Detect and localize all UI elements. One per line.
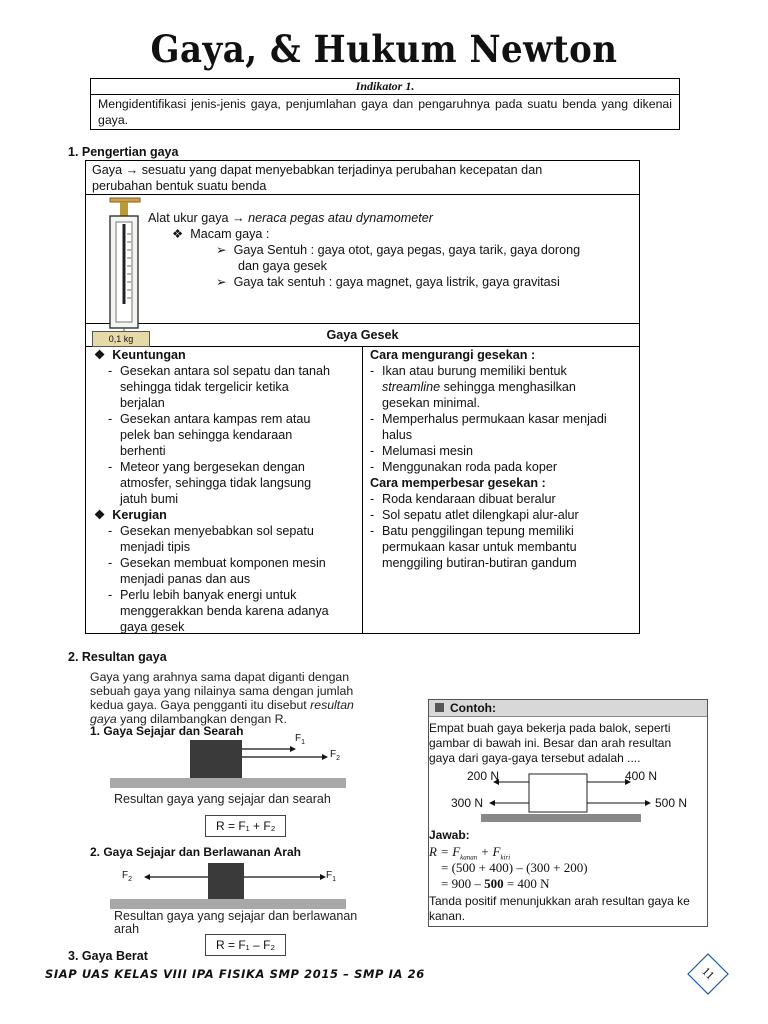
memperbesar-heading: Cara memperbesar gesekan : — [370, 476, 546, 490]
keuntungan-line: berhenti — [120, 444, 166, 458]
memperbesar-item: - Roda kendaraan dibuat beralur — [370, 492, 556, 506]
memperbesar-line: Batu penggilingan tepung memiliki — [382, 524, 574, 538]
force-300-label: 300 N — [451, 796, 484, 810]
keuntungan-item: - Meteor yang bergesekan dengan atmosfer, sehingga tidak langsung jatuh bumi — [108, 460, 312, 506]
resultan-term: resultan — [310, 698, 354, 712]
alat-ukur-row — [86, 196, 639, 324]
sub2-caption-line: Resultan gaya yang sejajar dan berlawanan — [114, 909, 358, 923]
footer-text: SIAP UAS KELAS VIII IPA FISIKA SMP 2015 – SMP IA 26 — [45, 967, 425, 981]
resultan-intro-line: sebuah gaya yang nilainya sama dengan jumlah — [90, 684, 354, 698]
f1-arrowhead — [290, 746, 296, 752]
kerugian-heading — [94, 507, 362, 523]
indikator-box — [90, 78, 680, 130]
jawab-eq-3 — [441, 876, 550, 891]
contoh-soal-line: gaya dari gaya-gaya tersebut adalah .... — [429, 751, 641, 765]
gaya-table — [85, 160, 640, 634]
contoh-box — [428, 699, 708, 927]
surface-searah — [110, 778, 346, 788]
surface-berlawanan — [110, 899, 346, 909]
f2-letter: F — [330, 749, 337, 760]
page-number: 11 — [699, 964, 718, 983]
kerugian-item: - Perlu lebih banyak energi untuk menggerakkan benda karena adanya gaya gesek — [108, 588, 329, 634]
mengurangi-item: - Ikan atau burung memiliki bentuk streamline sehingga menghasilkan gesekan minimal. — [370, 364, 576, 410]
gaya-gesek-heading — [86, 324, 639, 347]
contoh-block — [529, 774, 587, 812]
indikator-heading: Indikator 1. — [91, 79, 679, 95]
tanda-line: kanan. — [429, 909, 466, 923]
force-500-label: 500 N — [655, 796, 688, 810]
page-title: Gaya, & Hukum Newton — [150, 28, 618, 72]
berlawanan-diagram — [110, 857, 350, 913]
definition-row — [86, 161, 639, 195]
f1-letter: F — [295, 733, 302, 744]
sub2-caption-line: arah — [114, 922, 140, 936]
gaya-term: gaya — [90, 712, 117, 726]
tanda-text — [429, 894, 690, 924]
gaya-sentuh-line-1: Gaya Sentuh : gaya otot, gaya pegas, gaya tarik, gaya dorong — [233, 243, 581, 257]
kerugian-item: - Gesekan membuat komponen mesin menjadi panas dan aus — [108, 556, 326, 586]
kerugian-line: Gesekan menyebabkan sol sepatu — [120, 524, 314, 538]
force-500-arrowhead — [645, 800, 651, 806]
section-2-heading: 2. Resultan gaya — [68, 650, 167, 664]
scale-weight — [92, 331, 150, 347]
alat-ukur-prefix: Alat ukur gaya → — [148, 211, 249, 225]
keuntungan-line: sehingga tidak tergelicir ketika — [120, 380, 289, 394]
gaya-tak-sentuh — [216, 274, 560, 290]
sub2-heading: 2. Gaya Sejajar dan Berlawanan Arah — [90, 845, 301, 859]
block-searah — [190, 740, 242, 778]
resultan-intro — [90, 670, 390, 726]
diamond-bullet-icon: ❖ — [94, 508, 106, 522]
memperbesar-item: - Batu penggilingan tepung memiliki permukaan kasar untuk membantu menggiling butiran-butiran gandum — [370, 524, 577, 570]
mengurangi-line: Memperhalus permukaan kasar menjadi — [382, 412, 607, 426]
jawab-label: Jawab: — [429, 828, 470, 842]
force-200-label: 200 N — [467, 769, 500, 783]
gaya-tak-sentuh-text: Gaya tak sentuh : gaya magnet, gaya listrik, gaya gravitasi — [233, 275, 560, 289]
block-berlawanan — [208, 863, 244, 899]
f2-arrowhead-left — [144, 874, 150, 880]
mengurangi-line: Ikan atau burung memiliki bentuk — [382, 364, 567, 378]
eq3-part: = 900 – — [441, 876, 485, 891]
jawab-eq-2: = (500 + 400) – (300 + 200) — [441, 860, 588, 875]
keuntungan-line: Meteor yang bergesekan dengan — [120, 460, 305, 474]
kerugian-line: menjadi tipis — [120, 540, 190, 554]
keuntungan-heading — [94, 347, 362, 363]
mengurangi-line: gesekan minimal. — [382, 396, 480, 410]
f2-label-berlawanan — [122, 870, 132, 883]
kerugian-label: Kerugian — [112, 508, 167, 522]
f1-label-berlawanan — [326, 870, 336, 883]
diamond-bullet-icon: ❖ — [94, 348, 106, 362]
mengurangi-item: - Menggunakan roda pada koper — [370, 460, 558, 474]
mengurangi-heading: Cara mengurangi gesekan : — [370, 348, 536, 362]
gaya-sentuh — [216, 242, 580, 258]
contoh-header — [429, 700, 707, 717]
f2-arrowhead — [322, 754, 328, 760]
sub2-formula: R = F₁ – F₂ — [205, 934, 286, 956]
keuntungan-line: pelek ban sehingga kendaraan — [120, 428, 293, 442]
streamline-term: streamline — [382, 380, 441, 394]
tanda-line: Tanda positif menunjukkan arah resultan gaya ke — [429, 894, 690, 908]
eq1-text: R = F — [429, 844, 461, 859]
definition-line-1: Gaya → sesuatu yang dapat menyebabkan terjadinya perubahan kecepatan dan — [92, 163, 543, 177]
resultan-intro-text: kedua gaya. Gaya pengganti itu disebut — [90, 698, 311, 712]
mengurangi-line-rest: sehingga menghasilkan — [440, 380, 576, 394]
sub1-heading: 1. Gaya Sejajar dan Searah — [90, 724, 244, 738]
eq1-sub-kiri: kiri — [500, 853, 511, 862]
sub1-caption: Resultan gaya yang sejajar dan searah — [114, 792, 331, 806]
arrow-bullet-icon: ➢ — [216, 243, 227, 257]
section-1-heading: 1. Pengertian gaya — [68, 145, 179, 159]
eq3-bold: 500 — [484, 876, 504, 891]
contoh-soal — [429, 717, 707, 766]
contoh-soal-line: Empat buah gaya bekerja pada balok, seperti — [429, 721, 671, 735]
f2-subscript: 2 — [128, 876, 133, 883]
keuntungan-line: jatuh bumi — [120, 492, 179, 506]
keuntungan-line: berjalan — [120, 396, 165, 410]
contoh-icon — [435, 703, 444, 712]
f1-subscript: 1 — [301, 739, 306, 746]
mengurangi-item: - Memperhalus permukaan kasar menjadi halus — [370, 412, 607, 442]
force-300-arrowhead — [489, 800, 495, 806]
keuntungan-label: Keuntungan — [112, 348, 186, 362]
alat-ukur-text — [148, 210, 433, 226]
resultan-intro-line: Gaya yang arahnya sama dapat diganti dengan — [90, 670, 350, 684]
eq3-part: = 400 N — [503, 876, 550, 891]
section-3-heading: 3. Gaya Berat — [68, 949, 148, 963]
mengurangi-line: Melumasi mesin — [382, 444, 473, 458]
gesek-left-column — [86, 347, 363, 633]
keuntungan-item: - Gesekan antara kampas rem atau pelek ban sehingga kendaraan berhenti — [108, 412, 311, 458]
mengurangi-item: - Melumasi mesin — [370, 444, 473, 458]
page-number-badge — [684, 950, 732, 998]
definition-line-2: perubahan bentuk suatu benda — [92, 179, 267, 193]
macam-gaya — [172, 226, 269, 242]
memperbesar-line: menggiling butiran-butiran gandum — [382, 556, 577, 570]
keuntungan-line: Gesekan antara kampas rem atau — [120, 412, 311, 426]
keuntungan-item: - Gesekan antara sol sepatu dan tanah sehingga tidak tergelicir ketika berjalan — [108, 364, 331, 410]
f2-subscript: 2 — [336, 755, 341, 762]
kerugian-line: menjadi panas dan aus — [120, 572, 251, 586]
diamond-bullet-icon: ❖ — [172, 227, 184, 241]
gesek-right-column — [364, 347, 639, 633]
gaya-gesek-label: Gaya Gesek — [326, 328, 399, 342]
scale-weight-label: 0,1 kg — [108, 334, 134, 344]
kerugian-item: - Gesekan menyebabkan sol sepatu menjadi tipis — [108, 524, 314, 554]
mengurangi-line: halus — [382, 428, 413, 442]
arrow-bullet-icon: ➢ — [216, 275, 227, 289]
contoh-surface — [481, 814, 641, 822]
eq1-sub-kanan: kanan — [460, 853, 478, 862]
mengurangi-line — [382, 379, 576, 395]
kerugian-line: Perlu lebih banyak energi untuk — [120, 588, 297, 602]
memperbesar-line: Roda kendaraan dibuat beralur — [382, 492, 556, 506]
kerugian-line: menggerakkan benda karena adanya — [120, 604, 329, 618]
indikator-text: Mengidentifikasi jenis-jenis gaya, penjumlahan gaya dan pengaruhnya pada suatu benda yang dikenai gaya. — [98, 97, 672, 127]
alat-ukur-italic: neraca pegas atau dynamometer — [248, 211, 433, 225]
macam-gaya-label: Macam gaya : — [190, 227, 270, 241]
eq1-plus: + F — [477, 844, 501, 859]
resultan-intro-line — [90, 698, 390, 712]
f2-label-searah — [330, 749, 340, 762]
kerugian-line: Gesekan membuat komponen mesin — [120, 556, 326, 570]
f2-letter: F — [122, 870, 129, 881]
keuntungan-line: atmosfer, sehingga tidak langsung — [120, 476, 312, 490]
resultan-intro-text: yang dilambangkan dengan R. — [116, 712, 287, 726]
memperbesar-line: Sol sepatu atlet dilengkapi alur-alur — [382, 508, 579, 522]
sub2-caption — [114, 910, 357, 936]
f1-label-searah — [295, 733, 305, 746]
sub1-formula: R = F₁ + F₂ — [205, 815, 286, 837]
contoh-heading: Contoh: — [450, 701, 496, 715]
keuntungan-line: Gesekan antara sol sepatu dan tanah — [120, 364, 331, 378]
f1-subscript: 1 — [332, 876, 337, 883]
memperbesar-line: permukaan kasar untuk membantu — [382, 540, 577, 554]
mengurangi-line: Menggunakan roda pada koper — [382, 460, 558, 474]
contoh-soal-line: gambar di bawah ini. Besar dan arah resultan — [429, 736, 672, 750]
memperbesar-item: - Sol sepatu atlet dilengkapi alur-alur — [370, 508, 579, 522]
f1-letter: F — [326, 870, 333, 881]
gaya-sentuh-line-2: dan gaya gesek — [238, 259, 327, 273]
kerugian-line: gaya gesek — [120, 620, 185, 634]
force-400-label: 400 N — [625, 769, 658, 783]
